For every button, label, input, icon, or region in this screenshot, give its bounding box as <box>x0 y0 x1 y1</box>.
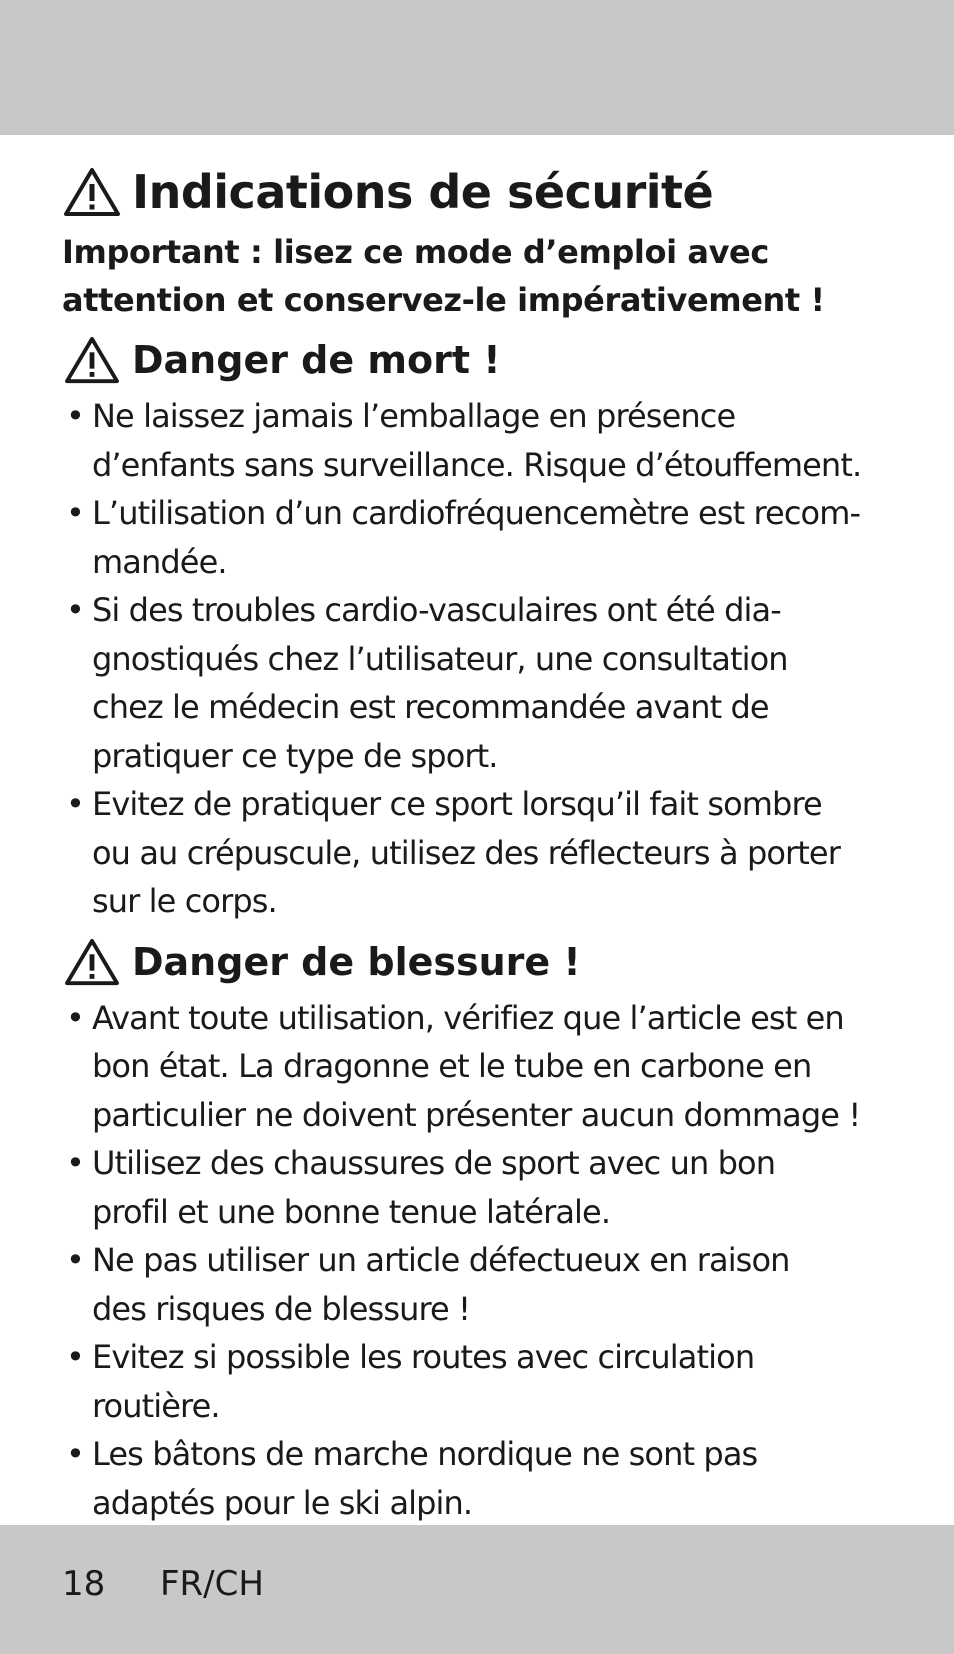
list-item <box>62 1333 902 1430</box>
bullet-icon: • <box>66 494 84 532</box>
list-item-line: profil et une bonne tenue latérale. <box>92 1192 611 1231</box>
list-item-line: mandée. <box>92 542 227 581</box>
list-item <box>62 1430 902 1527</box>
list-item-line: ou au crépuscule, utilisez des réflecteurs à porter <box>92 833 840 872</box>
page-title <box>62 160 902 224</box>
list-item <box>62 1236 902 1333</box>
warning-triangle-icon <box>62 335 122 385</box>
bullet-icon: • <box>66 591 84 629</box>
danger-of-death-list <box>62 392 902 926</box>
safety-content <box>62 160 902 1527</box>
list-item <box>62 1139 902 1236</box>
bullet-icon: • <box>66 1435 84 1473</box>
intro-notice <box>62 228 902 324</box>
language-code: FR/CH <box>160 1564 264 1604</box>
section-heading-danger-of-death <box>62 330 902 390</box>
bullet-icon: • <box>66 998 84 1037</box>
injury-danger-list <box>62 994 902 1528</box>
list-item-line: pratiquer ce type de sport. <box>92 736 498 775</box>
bullet-icon: • <box>66 397 84 435</box>
page-footer <box>62 1562 264 1606</box>
list-item <box>62 586 902 780</box>
bullet-icon: • <box>66 785 84 823</box>
list-item-line: sur le corps. <box>92 882 277 920</box>
list-item-line: Avant toute utilisation, vérifiez que l’article est en <box>92 998 844 1037</box>
list-item <box>62 392 902 489</box>
list-item-line: L’utilisation d’un cardiofréquencemètre est recom- <box>92 494 861 532</box>
list-item <box>62 489 902 586</box>
list-item-line: routière. <box>92 1386 220 1425</box>
list-item-line: Ne laissez jamais l’emballage en présence <box>92 397 736 435</box>
bullet-icon: • <box>66 1144 84 1182</box>
intro-line: Important : lisez ce mode d’emploi avec <box>62 233 769 271</box>
list-item-line: Evitez de pratiquer ce sport lorsqu’il fait sombre <box>92 785 822 823</box>
list-item-line: Si des troubles cardio-vasculaires ont été dia- <box>92 591 781 629</box>
intro-line: attention et conservez-le impérativement ! <box>62 281 825 319</box>
list-item <box>62 780 902 926</box>
list-item-line: adaptés pour le ski alpin. <box>92 1483 473 1522</box>
list-item-line: des risques de blessure ! <box>92 1289 471 1328</box>
bullet-icon: • <box>66 1241 84 1279</box>
list-item <box>62 994 902 1140</box>
list-item-line: d’enfants sans surveillance. Risque d’étouffement. <box>92 445 862 484</box>
list-item-line: bon état. La dragonne et le tube en carbone en <box>92 1047 812 1085</box>
warning-triangle-icon <box>62 166 122 218</box>
page-title-text: Indications de sécurité <box>132 165 714 219</box>
section-heading-text: Danger de mort ! <box>132 338 501 382</box>
list-item-line: Ne pas utiliser un article défectueux en raison <box>92 1241 790 1279</box>
page-number: 18 <box>62 1564 106 1604</box>
section-heading-text: Danger de blessure ! <box>132 939 581 984</box>
list-item-line: chez le médecin est recommandée avant de <box>92 688 769 726</box>
list-item-line: Utilisez des chaussures de sport avec un bon <box>92 1144 776 1182</box>
warning-triangle-icon <box>62 937 122 987</box>
section-heading-injury-danger <box>62 932 902 992</box>
list-item-line: gnostiqués chez l’utilisateur, une consultation <box>92 639 788 678</box>
header-band <box>0 0 954 135</box>
bullet-icon: • <box>66 1338 84 1376</box>
list-item-line: particulier ne doivent présenter aucun dommage ! <box>92 1095 861 1134</box>
list-item-line: Les bâtons de marche nordique ne sont pas <box>92 1435 758 1473</box>
list-item-line: Evitez si possible les routes avec circulation <box>92 1338 755 1376</box>
